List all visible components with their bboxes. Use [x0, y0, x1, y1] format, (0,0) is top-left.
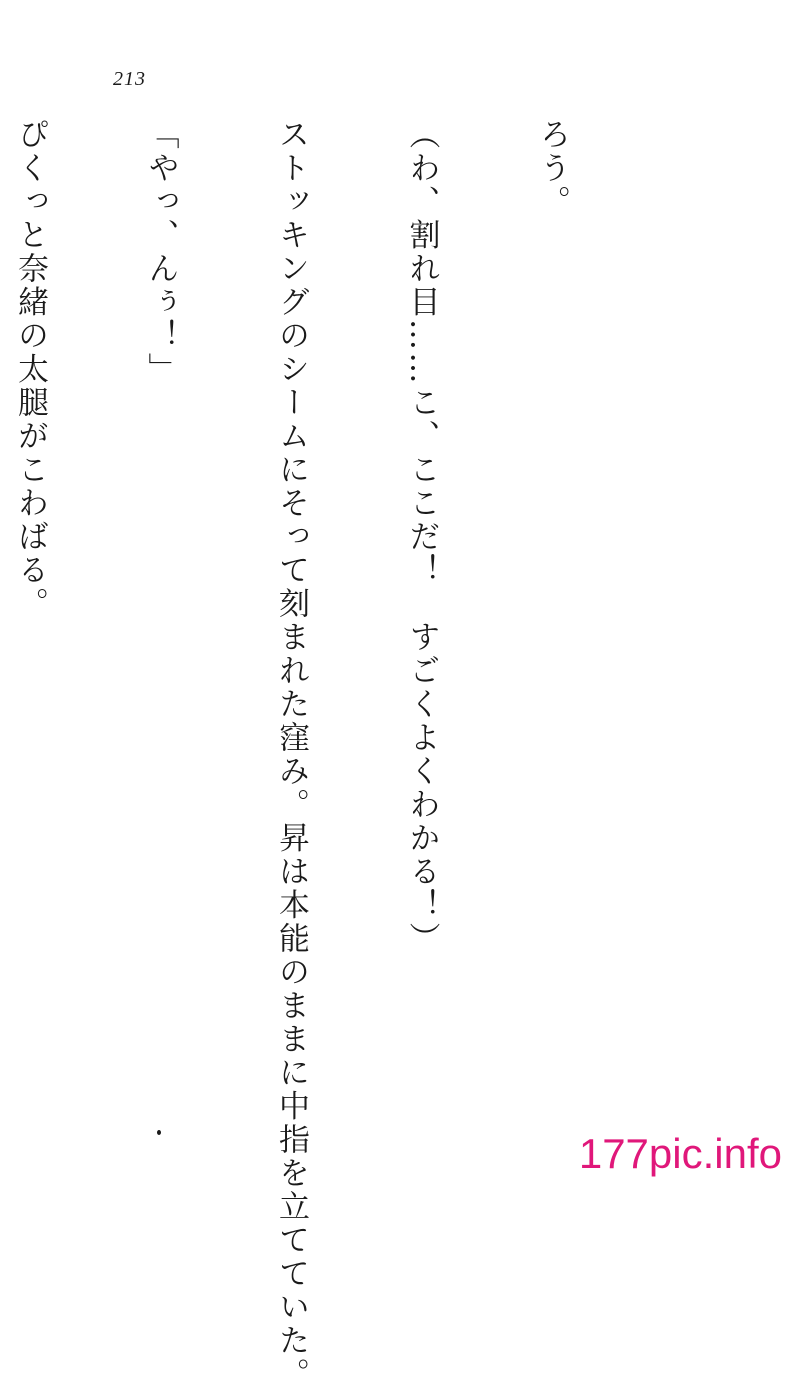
novel-text-block — [12, 118, 660, 1391]
print-dot-mark — [157, 1130, 161, 1135]
text-line: ろう。 — [534, 118, 570, 219]
page-number: 213 — [113, 68, 146, 90]
text-line: ぴくっと奈緒の太腿がこわばる。 — [12, 118, 48, 621]
text-line: ストッキングのシームにそって刻まれた窪み。昇は本能のままに中指を立てていた。 — [273, 118, 309, 1391]
text-line: 「やっ、んぅ！」 — [142, 118, 179, 386]
watermark-link[interactable]: 177pic.info — [578, 1130, 782, 1177]
text-line: （わ、割れ目……こ、ここだ！ すごくよくわかる！） — [403, 118, 440, 956]
